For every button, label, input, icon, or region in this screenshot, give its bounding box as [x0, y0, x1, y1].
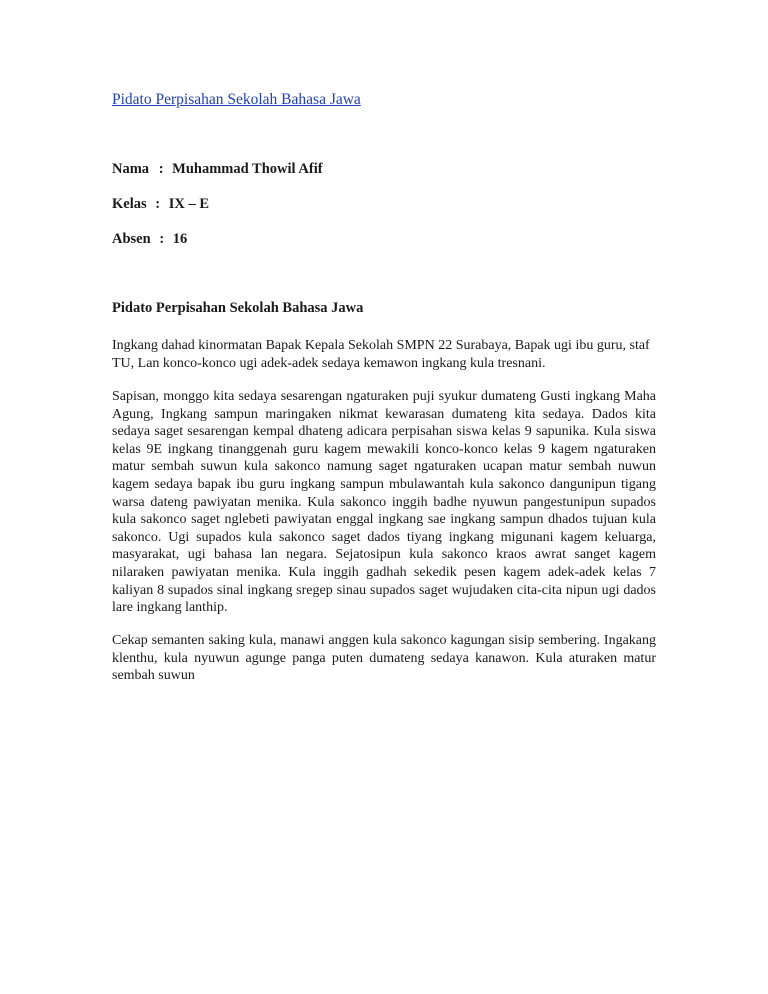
name-separator: : — [158, 161, 164, 177]
paragraph-greeting: Ingkang dahad kinormatan Bapak Kepala Sekolah SMPN 22 Surabaya, Bapak ugi ibu guru, staf TU, Lan konco-konco ugi adek-adek sedaya kemawon ingkang kula tresnani. — [112, 338, 650, 371]
paragraph-closing: Cekap semanten saking kula, manawi anggen kula sakonco kagungan sisip sembering. Ingakang klenthu, kula nyuwun agunge panga puten dumateng sedaya kanawon. Kula aturaken matur sembah suwun — [112, 633, 656, 684]
absen-label: Absen — [112, 231, 151, 247]
student-class-line — [112, 196, 209, 213]
section-title: Pidato Perpisahan Sekolah Bahasa Jawa — [112, 300, 364, 316]
absen-value: 16 — [172, 231, 188, 247]
class-label: Kelas — [112, 196, 147, 212]
student-name-line — [112, 161, 323, 178]
absen-separator: : — [159, 231, 165, 247]
class-separator: : — [155, 196, 161, 212]
class-value: IX – E — [168, 196, 210, 212]
paragraph-body: Sapisan, monggo kita sedaya sesarengan ngaturaken puji syukur dumateng Gusti ingkang Maha Agung, Ingkang sampun maringaken nikmat kewarasan dumateng kita sedaya. Dados kita sedaya saget sesarengan kempal dhateng adicara perpisahan siswa kelas 9 sapunika. Kula siswa kelas 9E ingkang tinanggenah guru kagem mewakili konco-konco kelas 9 kagem ngaturaken matur sembah suwun kula sakonco namung saget ngaturaken ucapan matur sembah nuwun kagem sedaya bapak ibu guru ingkang sampun mbulawantah kula sakonco dangunipun tigang warsa dateng pawiyatan menika. Kula sakonco inggih badhe nyuwun pangestunipun supados kula sakonco saget nglebeti pawiyatan enggal ingkang sae ingkang sampun dhados tujuan kula sakonco. Ugi supados kula sakonco saget dados tiyang ingkang migunani kagem keluarga, masyarakat, ugi bahasa lan negara. Sejatosipun kula sakonco kraos awrat sanget kagem nilaraken pawiyatan menika. Kula inggih gadhah sekedik pesen kagem adek-adek kelas 7 kaliyan 8 supados sinal ingkang sregep sinau supados saget wujudaken cita-cita nipun ugi dados lare ingkang lanthip. — [112, 389, 656, 616]
document-title-link[interactable]: Pidato Perpisahan Sekolah Bahasa Jawa — [112, 91, 361, 108]
name-label: Nama — [112, 161, 150, 177]
student-absen-line — [112, 231, 187, 248]
name-value: Muhammad Thowil Afif — [172, 161, 323, 177]
